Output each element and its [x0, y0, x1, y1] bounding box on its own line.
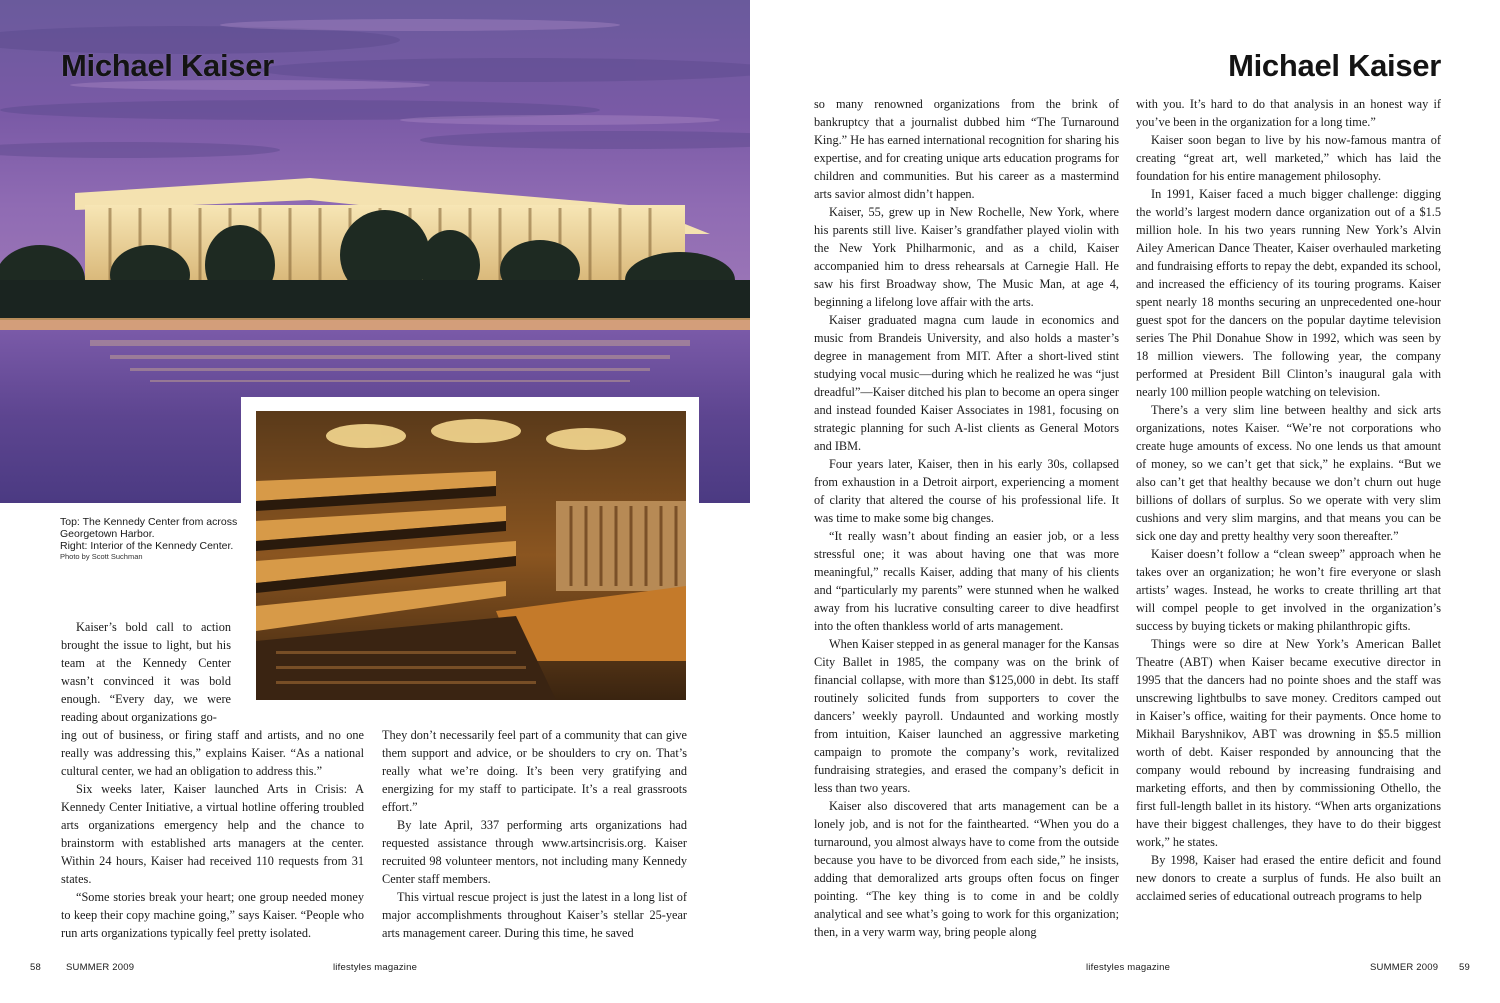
- caption-top: Top: The Kennedy Center from across Georgetown Harbor.: [60, 516, 238, 540]
- page-title-left: Michael Kaiser: [61, 48, 274, 83]
- paragraph: “Some stories break your heart; one group needed money to keep their copy machine going,” says Kaiser. “People who run arts organizations typically feel pretty isolated.: [61, 890, 364, 940]
- page-number-right: 59: [1459, 962, 1470, 973]
- issue-date-right: SUMMER 2009: [1370, 962, 1439, 973]
- caption-right: Right: Interior of the Kennedy Center.: [60, 540, 234, 552]
- article-column-right-1: [814, 95, 1119, 941]
- magazine-name-left: lifestyles magazine: [333, 962, 418, 973]
- article-column-left-2: [382, 726, 687, 942]
- article-column-left-bottom: [61, 726, 364, 942]
- kennedy-center-interior-photo: [241, 397, 699, 713]
- paragraph: This virtual rescue project is just the latest in a long list of major accomplishments throughout Kaiser’s stellar 25-year arts management career. During this time, he saved: [382, 890, 687, 940]
- issue-date-left: SUMMER 2009: [66, 962, 135, 973]
- paragraph: There’s a very slim line between healthy and sick arts organizations, notes Kaiser. “We’re not corporations who create huge amounts of excess. No one lends us that amount of money, so we can’t get that sick,” he explains. “But we also can’t get that healthy because we don’t churn out huge billions of dollars of surplus. So we operate with very slim cushions and very slim margins, and that means you can be sick one day and pretty healthy very soon thereafter.”: [1136, 403, 1441, 543]
- interior-photo-art: [256, 411, 686, 700]
- page-title-right: Michael Kaiser: [1228, 48, 1441, 83]
- paragraph: Kaiser’s bold call to action brought the issue to light, but his team at the Kennedy Center wasn’t convinced it was bold enough. “Every day, we were reading about organizations go-: [61, 620, 231, 724]
- paragraph: By 1998, Kaiser had erased the entire deficit and found new donors to create a surplus of funds. He also built an acclaimed series of educational outreach programs to help: [1136, 853, 1441, 903]
- paragraph: By late April, 337 performing arts organizations had requested assistance through www.artsincrisis.org. Kaiser recruited 98 volunteer mentors, not including many Kennedy Center staff members.: [382, 818, 687, 886]
- paragraph: When Kaiser stepped in as general manager for the Kansas City Ballet in 1985, the company was on the brink of financial collapse, with more than $125,000 in debt. Its staff routinely solicited funds from supporters to cover the dancers’ weekly payroll. Undaunted and working mostly from intuition, Kaiser launched an aggressive marketing campaign to promote the company’s work, revitalized fundraising strategies, and erased the company’s deficit in less than two years.: [814, 637, 1119, 795]
- paragraph: Six weeks later, Kaiser launched Arts in Crisis: A Kennedy Center Initiative, a virtual hotline offering troubled arts organizations emergency help and the chance to brainstorm with established arts managers at the center. Within 24 hours, Kaiser had received 110 requests from 31 states.: [61, 782, 364, 886]
- paragraph: Kaiser also discovered that arts management can be a lonely job, and is not for the fainthearted. “When you do a turnaround, you almost always have to come from the outside because you have to be divorced from each side,” he insists, adding that demoralized arts groups often focus on finger pointing. “The key thing is to come in and be coldly analytical and see what’s going to work for this organization; then, in a very warm way, bring people along: [814, 799, 1119, 939]
- right-page: [750, 0, 1500, 1003]
- paragraph: Kaiser, 55, grew up in New Rochelle, New York, where his parents still live. Kaiser’s grandfather played violin with the New York Philharmonic, and as a child, Kaiser accompanied him to dress rehearsals at Carnegie Hall. He saw his first Broadway show, The Music Man, at age 4, beginning a lifelong love affair with the arts.: [814, 205, 1119, 309]
- paragraph: Four years later, Kaiser, then in his early 30s, collapsed from exhaustion in a Detroit airport, experiencing a moment of clarity that altered the course of his professional life. It was time to make some big changes.: [814, 457, 1119, 525]
- paragraph: In 1991, Kaiser faced a much bigger challenge: digging the world’s largest modern dance organization out of a $1.5 million hole. In his two years running New York’s Alvin Ailey American Dance Theater, Kaiser overhauled marketing and fundraising efforts to repay the debt, expanded its school, and increased the efficiency of its touring programs. Kaiser spent nearly 18 months securing an unprecedented one-hour guest spot for the dancers on the popular daytime television series The Phil Donahue Show in 1992, which was seen by 18 million viewers. The following year, the company performed at President Bill Clinton’s inaugural gala with nearly 100 million people watching on television.: [1136, 187, 1441, 399]
- paragraph: They don’t necessarily feel part of a community that can give them support and advice, or be shoulders to cry on. That’s really what we’re doing. It’s been very gratifying and energizing for my staff to participate. It’s a real grassroots effort.”: [382, 728, 687, 814]
- paragraph: Kaiser graduated magna cum laude in economics and music from Brandeis University, and also holds a master’s degree in management from MIT. After a short-lived stint studying vocal music—during which he realized he was “just dreadful”—Kaiser ditched his plan to become an opera singer and instead founded Kaiser Associates in 1981, focusing on strategic planning for such A-list clients as General Motors and IBM.: [814, 313, 1119, 453]
- paragraph: Kaiser soon began to live by his now-famous mantra of creating “great art, well marketed,” which has laid the foundation for his entire management philosophy.: [1136, 133, 1441, 183]
- photo-caption: [60, 516, 250, 561]
- article-column-left-top: [61, 618, 231, 726]
- article-column-right-2: [1136, 95, 1441, 905]
- paragraph: Kaiser doesn’t follow a “clean sweep” approach when he takes over an organization; he won’t fire everyone or slash artists’ wages. Instead, he works to create thrilling art that will compel people to get involved in the organization’s success by buying tickets or making philanthropic gifts.: [1136, 547, 1441, 633]
- paragraph: ing out of business, or firing staff and artists, and no one really was addressing this,” explains Kaiser. “As a national cultural center, we had an obligation to address this.”: [61, 728, 364, 778]
- paragraph: Things were so dire at New York’s American Ballet Theatre (ABT) when Kaiser became executive director in 1995 that the dancers had no pointe shoes and the staff was unscrewing lightbulbs to save money. Creditors camped out in Kaiser’s office, waiting for their payments. Once home to Mikhail Baryshnikov, ABT was drowning in $5.5 million worth of debt. Kaiser responded by announcing that the company would rebound by increasing fundraising and marketing efforts, and then by commissioning Othello, the first full-length ballet in its history. “When arts organizations have their biggest challenges, they have to do their biggest work,” he states.: [1136, 637, 1441, 849]
- paragraph: with you. It’s hard to do that analysis in an honest way if you’ve been in the organization for a long time.”: [1136, 97, 1441, 129]
- magazine-name-right: lifestyles magazine: [1086, 962, 1171, 973]
- page-number-left: 58: [30, 962, 41, 973]
- paragraph: “It really wasn’t about finding an easier job, or a less stressful one; it was about having one that was more meaningful,” recalls Kaiser, adding that many of his clients and “particularly my parents” were stunned when he walked away from his lucrative consulting career to dive headfirst into the often thankless world of arts management.: [814, 529, 1119, 633]
- photo-credit: Photo by Scott Suchman: [60, 552, 143, 561]
- paragraph: so many renowned organizations from the brink of bankruptcy that a journalist dubbed him “The Turnaround King.” He has earned international recognition for sharing his expertise, and for creating unique arts education programs for children and communities. But his career as a mastermind arts savior almost didn’t happen.: [814, 97, 1119, 201]
